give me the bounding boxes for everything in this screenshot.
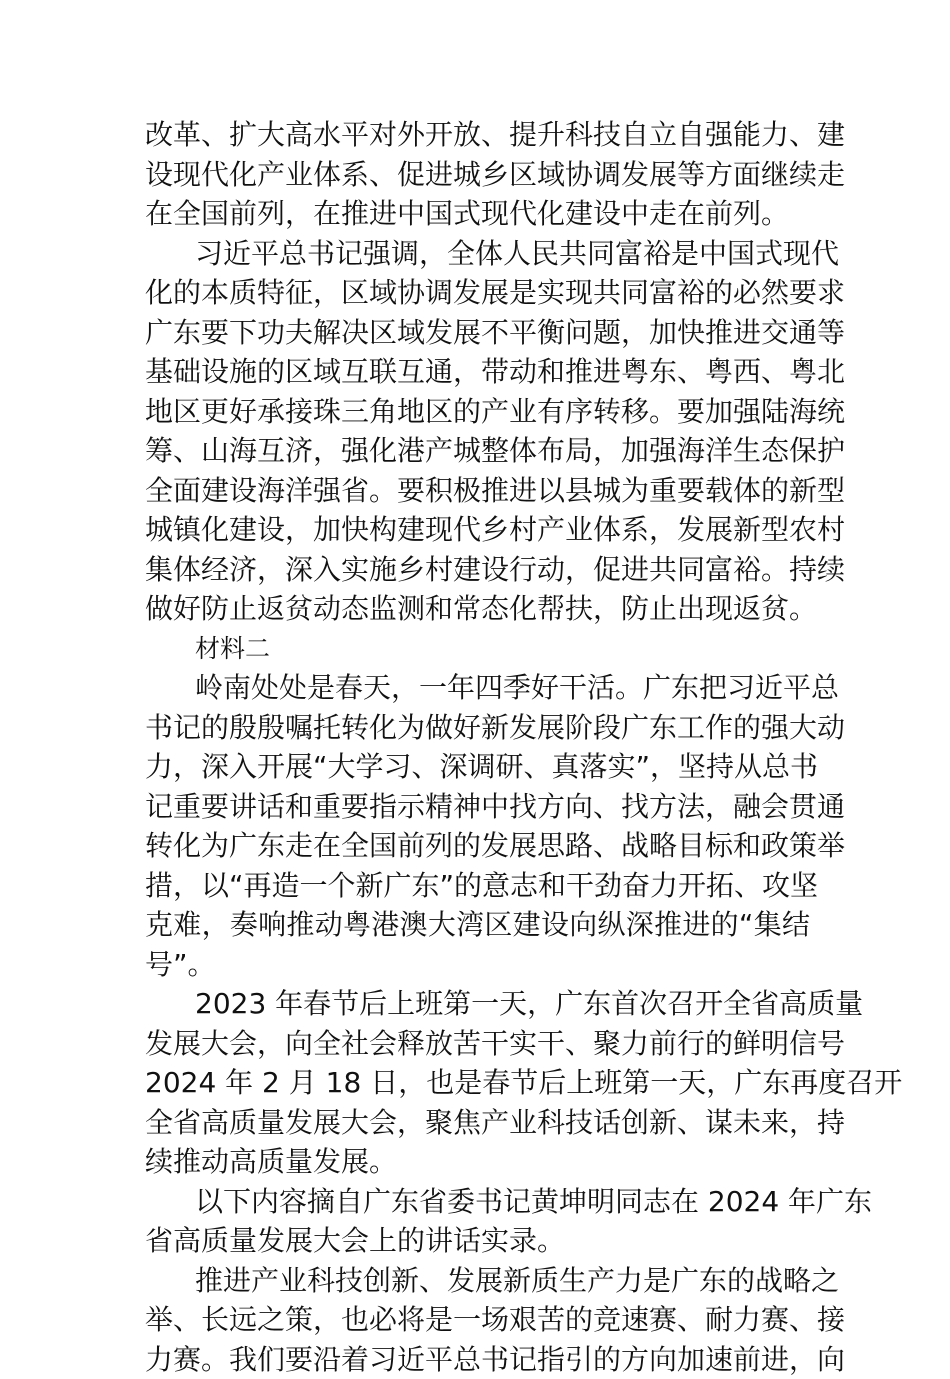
- paragraph-start-line: 岭南处处是春天，一年四季好干活。广东把习近平总: [145, 668, 810, 708]
- text-line: 省高质量发展大会上的讲话实录。: [145, 1221, 810, 1261]
- text-line: 2024 年 2 月 18 日，也是春节后上班第一天，广东再度召开: [145, 1063, 810, 1103]
- paragraph-start-line: 习近平总书记强调，全体人民共同富裕是中国式现代: [145, 234, 810, 274]
- paragraph-start-line: 推进产业科技创新、发展新质生产力是广东的战略之: [145, 1261, 810, 1301]
- text-line: 在全国前列，在推进中国式现代化建设中走在前列。: [145, 194, 810, 234]
- text-line: 书记的殷殷嘱托转化为做好新发展阶段广东工作的强大动: [145, 708, 810, 748]
- text-line: 集体经济，深入实施乡村建设行动，促进共同富裕。持续: [145, 550, 810, 590]
- section-heading: 材料二: [145, 629, 810, 669]
- text-line: 化的本质特征，区域协调发展是实现共同富裕的必然要求: [145, 273, 810, 313]
- text-line: 续推动高质量发展。: [145, 1142, 810, 1182]
- text-line: 设现代化产业体系、促进城乡区域协调发展等方面继续走: [145, 155, 810, 195]
- text-line: 记重要讲话和重要指示精神中找方向、找方法，融会贯通: [145, 787, 810, 827]
- text-line: 改革、扩大高水平对外开放、提升科技自立自强能力、建: [145, 115, 810, 155]
- text-line: 全面建设海洋强省。要积极推进以县城为重要载体的新型: [145, 471, 810, 511]
- paragraph-start-line: 以下内容摘自广东省委书记黄坤明同志在 2024 年广东: [145, 1182, 810, 1222]
- text-line: 做好防止返贫动态监测和常态化帮扶，防止出现返贫。: [145, 589, 810, 629]
- text-line: 克难，奏响推动粤港澳大湾区建设向纵深推进的“集结: [145, 905, 810, 945]
- paragraph-start-line: 2023 年春节后上班第一天，广东首次召开全省高质量: [145, 984, 810, 1024]
- text-line: 广东要下功夫解决区域发展不平衡问题，加快推进交通等: [145, 313, 810, 353]
- text-line: 力赛。我们要沿着习近平总书记指引的方向加速前进，向: [145, 1340, 810, 1379]
- text-line: 基础设施的区域互联互通，带动和推进粤东、粤西、粤北: [145, 352, 810, 392]
- text-line: 城镇化建设，加快构建现代乡村产业体系，发展新型农村: [145, 510, 810, 550]
- document-body: [145, 115, 810, 1379]
- text-line: 号”。: [145, 945, 810, 985]
- text-line: 发展大会，向全社会释放苦干实干、聚力前行的鲜明信号: [145, 1024, 810, 1064]
- text-line: 力，深入开展“大学习、深调研、真落实”，坚持从总书: [145, 747, 810, 787]
- text-line: 措，以“再造一个新广东”的意志和干劲奋力开拓、攻坚: [145, 866, 810, 906]
- text-line: 全省高质量发展大会，聚焦产业科技话创新、谋未来，持: [145, 1103, 810, 1143]
- text-line: 举、长远之策，也必将是一场艰苦的竞速赛、耐力赛、接: [145, 1300, 810, 1340]
- text-line: 地区更好承接珠三角地区的产业有序转移。要加强陆海统: [145, 392, 810, 432]
- text-line: 筹、山海互济，强化港产城整体布局，加强海洋生态保护: [145, 431, 810, 471]
- text-line: 转化为广东走在全国前列的发展思路、战略目标和政策举: [145, 826, 810, 866]
